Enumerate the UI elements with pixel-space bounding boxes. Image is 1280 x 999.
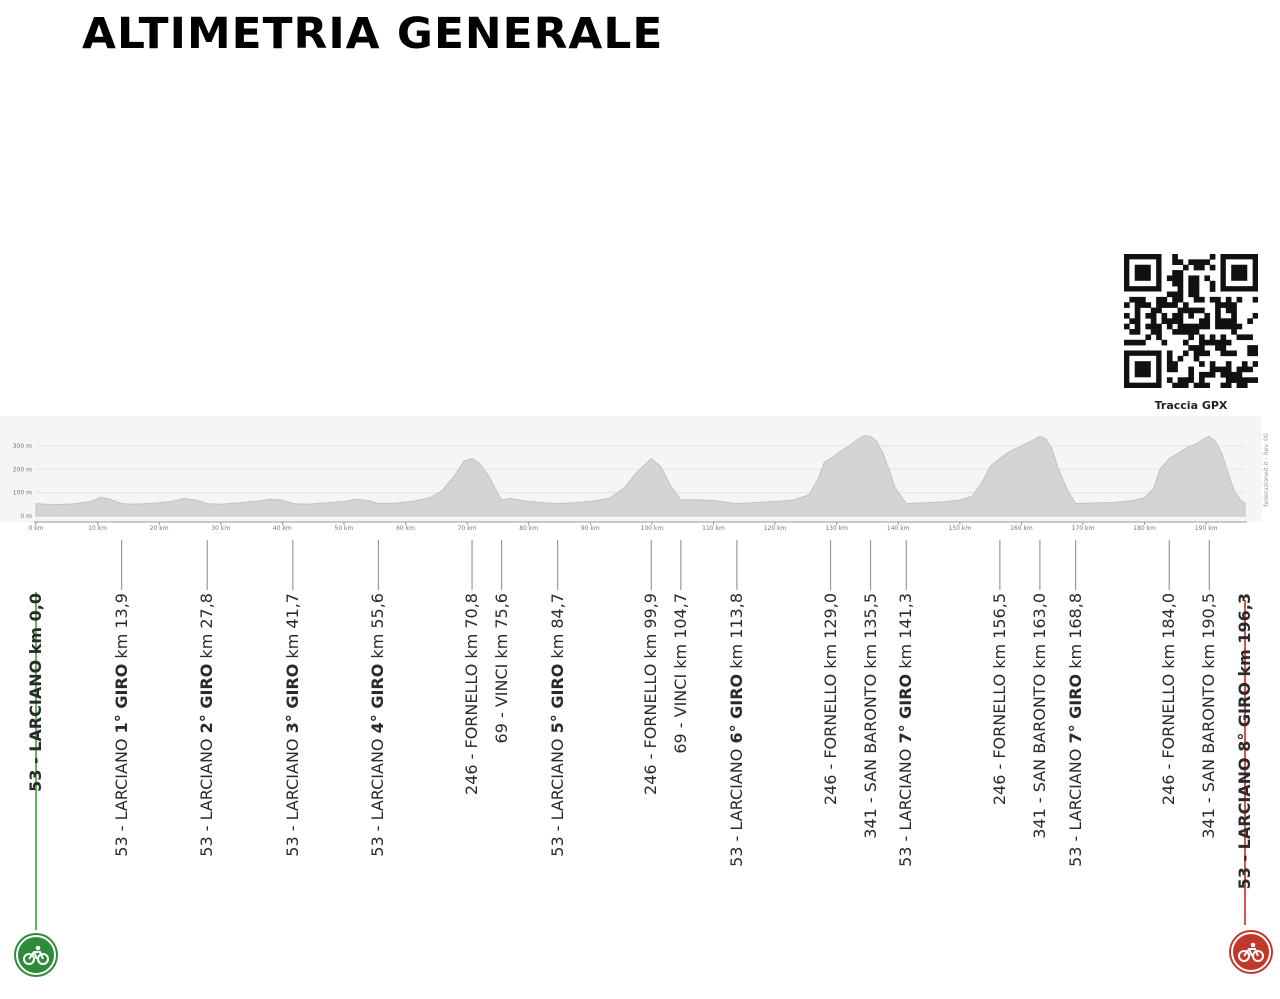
marker-label-part: 53 - LARCIANO 8° GIRO km 196,3 bbox=[1235, 593, 1254, 890]
x-tick-label: 110 km bbox=[702, 525, 725, 532]
marker-label-part: 69 - VINCI km 104,7 bbox=[670, 593, 690, 754]
marker-label-part: 53 - LARCIANO bbox=[197, 733, 217, 857]
y-tick-label: 0 m bbox=[20, 513, 32, 520]
marker-label-part: 341 - SAN BARONTO km 163,0 bbox=[1029, 593, 1049, 839]
marker-label-part: 341 - SAN BARONTO km 190,5 bbox=[1199, 593, 1219, 839]
marker-label-text bbox=[366, 593, 390, 893]
marker-label-text bbox=[1233, 593, 1257, 893]
marker-label-text bbox=[819, 593, 843, 893]
y-tick-label: 300 m bbox=[12, 443, 32, 450]
marker-label-text bbox=[1157, 593, 1181, 893]
marker-label-part: km 168,8 bbox=[1065, 593, 1085, 674]
marker-label-part: km 13,9 bbox=[111, 593, 131, 664]
marker-label bbox=[894, 593, 918, 893]
marker-label-part: 4° GIRO bbox=[368, 663, 388, 734]
x-tick-label: 90 km bbox=[580, 525, 600, 532]
marker-label-part: 246 - FORNELLO km 156,5 bbox=[989, 593, 1009, 806]
y-tick-label: 200 m bbox=[12, 466, 32, 474]
marker-label bbox=[281, 593, 305, 893]
x-tick-label: 80 km bbox=[519, 525, 539, 532]
marker-label bbox=[110, 593, 134, 893]
marker-label bbox=[1233, 593, 1257, 893]
marker-label-text bbox=[24, 593, 48, 893]
x-tick-label: 150 km bbox=[948, 525, 972, 532]
marker-label bbox=[1064, 593, 1088, 893]
marker-label-text bbox=[725, 593, 749, 893]
marker-label-text bbox=[1028, 593, 1052, 893]
x-tick-label: 170 km bbox=[1071, 525, 1095, 532]
marker-label-part: km 141,3 bbox=[896, 593, 916, 674]
y-tick-label: 100 m bbox=[12, 489, 32, 497]
marker-label-part: 7° GIRO bbox=[1065, 673, 1085, 744]
finish-badge bbox=[1229, 930, 1273, 974]
x-tick-label: 40 km bbox=[272, 525, 292, 532]
marker-label-part: 53 - LARCIANO bbox=[896, 743, 916, 867]
marker-label-part: km 27,8 bbox=[197, 593, 217, 664]
marker-label-part: 53 - LARCIANO bbox=[726, 743, 746, 867]
bicycle-icon bbox=[1231, 932, 1271, 972]
marker-label-part: 246 - FORNELLO km 70,8 bbox=[462, 593, 482, 795]
marker-label-part: 246 - FORNELLO km 184,0 bbox=[1159, 593, 1179, 806]
marker-label bbox=[460, 593, 484, 893]
marker-label-part: 7° GIRO bbox=[896, 673, 916, 744]
start-badge bbox=[14, 933, 58, 977]
marker-label-text bbox=[281, 593, 305, 893]
marker-label-part: 53 - LARCIANO km 0,0 bbox=[26, 593, 45, 792]
marker-label bbox=[490, 593, 514, 893]
marker-label-text bbox=[669, 593, 693, 893]
x-tick-label: 140 km bbox=[886, 525, 910, 532]
marker-label-part: km 113,8 bbox=[726, 593, 746, 674]
marker-label bbox=[366, 593, 390, 893]
marker-label-part: 246 - FORNELLO km 129,0 bbox=[820, 593, 840, 806]
marker-label bbox=[725, 593, 749, 893]
x-tick-label: 100 km bbox=[640, 525, 664, 532]
x-tick-label: 160 km bbox=[1010, 525, 1033, 532]
marker-label-part: 53 - LARCIANO bbox=[282, 733, 302, 857]
marker-label-part: 246 - FORNELLO km 99,9 bbox=[641, 593, 661, 795]
marker-label-text bbox=[859, 593, 883, 893]
marker-label-text bbox=[195, 593, 219, 893]
x-tick-label: 60 km bbox=[396, 525, 415, 532]
marker-label-text bbox=[1197, 593, 1221, 893]
marker-label-part: 53 - LARCIANO bbox=[111, 733, 131, 857]
marker-label bbox=[1157, 593, 1181, 893]
qr-block bbox=[1122, 252, 1260, 416]
marker-label bbox=[1197, 593, 1221, 893]
marker-label-part: 5° GIRO bbox=[547, 663, 567, 734]
x-tick-label: 130 km bbox=[825, 525, 849, 532]
marker-label-part: 53 - LARCIANO bbox=[1065, 743, 1085, 867]
marker-label-part: 69 - VINCI km 75,6 bbox=[491, 593, 511, 744]
marker-label-text bbox=[988, 593, 1012, 893]
marker-label bbox=[669, 593, 693, 893]
marker-label bbox=[546, 593, 570, 893]
marker-label-part: 53 - LARCIANO bbox=[547, 733, 567, 857]
marker-label-part: km 84,7 bbox=[547, 593, 567, 664]
marker-label-text bbox=[460, 593, 484, 893]
marker-label-part: km 41,7 bbox=[282, 593, 302, 664]
x-tick-label: 120 km bbox=[763, 525, 787, 532]
marker-label-part: 3° GIRO bbox=[282, 663, 302, 734]
x-tick-label: 190 km bbox=[1194, 525, 1218, 532]
qr-code-icon[interactable] bbox=[1124, 254, 1258, 388]
marker-label-text bbox=[490, 593, 514, 893]
page-title: ALTIMETRIA GENERALE bbox=[82, 9, 664, 59]
x-tick-label: 70 km bbox=[457, 525, 477, 532]
marker-label-text bbox=[110, 593, 134, 893]
x-tick-label: 30 km bbox=[211, 525, 231, 532]
marker-label-text bbox=[546, 593, 570, 893]
marker-label-part: 1° GIRO bbox=[111, 663, 131, 734]
watermark: federazioneit.it - Rev. 00 bbox=[1263, 433, 1270, 507]
marker-label-text bbox=[639, 593, 663, 893]
x-tick-label: 180 km bbox=[1133, 525, 1156, 532]
marker-label bbox=[195, 593, 219, 893]
bicycle-icon bbox=[16, 935, 56, 975]
x-tick-label: 0 km bbox=[28, 525, 44, 532]
marker-label-part: 6° GIRO bbox=[726, 673, 746, 744]
x-tick-label: 50 km bbox=[334, 525, 354, 532]
x-tick-label: 20 km bbox=[149, 525, 169, 532]
marker-label bbox=[24, 593, 48, 893]
marker-label-part: 341 - SAN BARONTO km 135,5 bbox=[860, 593, 880, 839]
marker-label-text bbox=[1064, 593, 1088, 893]
x-tick-label: 10 km bbox=[88, 525, 108, 532]
marker-label bbox=[1028, 593, 1052, 893]
qr-caption: Traccia GPX bbox=[1154, 399, 1228, 412]
marker-label bbox=[859, 593, 883, 893]
marker-label bbox=[988, 593, 1012, 893]
marker-label-text bbox=[894, 593, 918, 893]
marker-label bbox=[639, 593, 663, 893]
marker-label bbox=[819, 593, 843, 893]
marker-label-part: 2° GIRO bbox=[197, 663, 217, 734]
marker-label-part: km 55,6 bbox=[368, 593, 388, 664]
marker-label-part: 53 - LARCIANO bbox=[368, 733, 388, 857]
